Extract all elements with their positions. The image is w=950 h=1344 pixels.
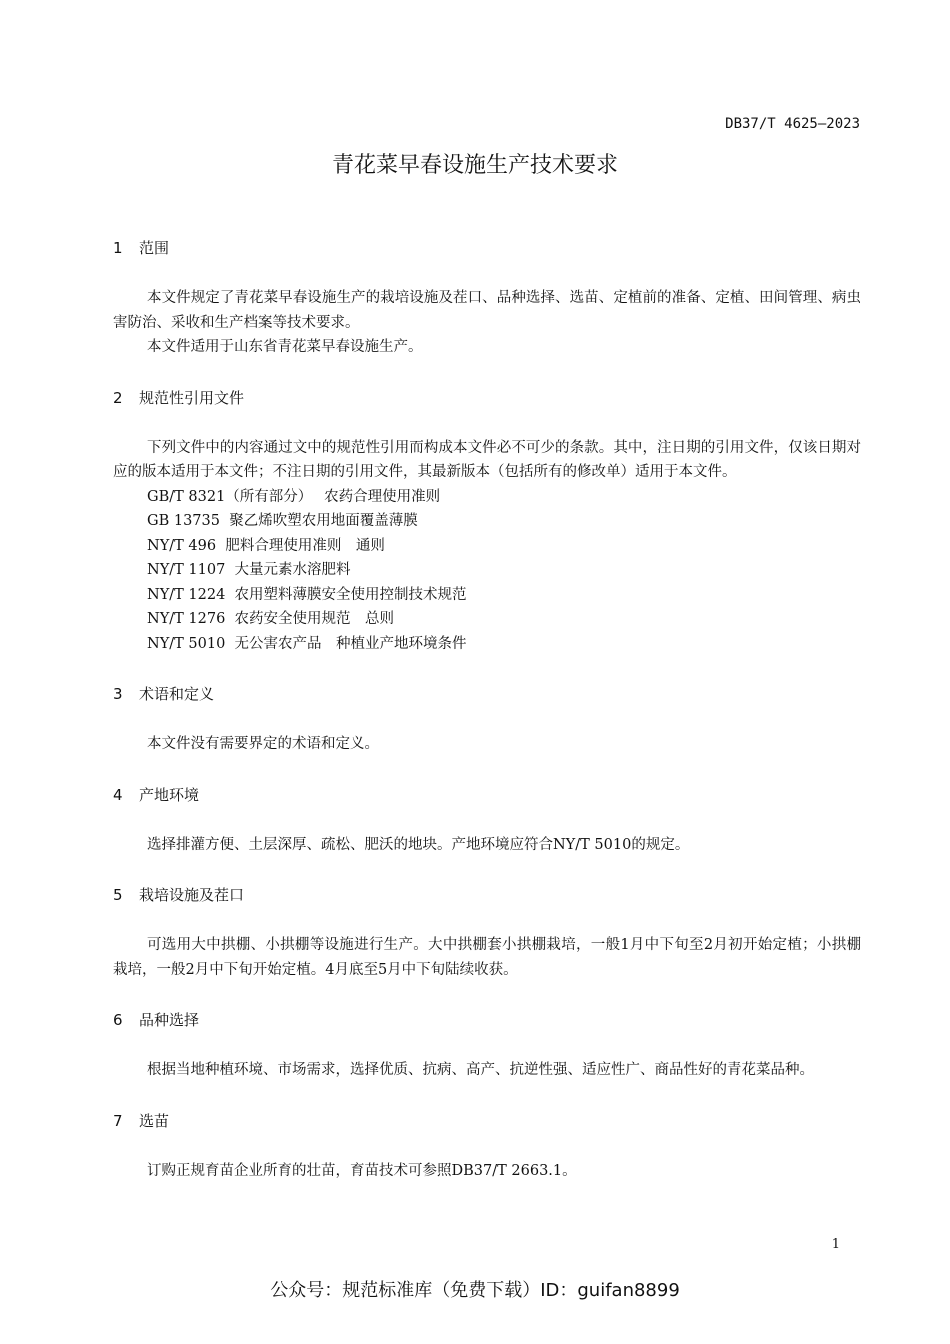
section-title: 选苗: [139, 1111, 170, 1130]
section-heading: [113, 1008, 861, 1032]
reference-code: NY/T 5010: [147, 635, 226, 652]
section-seedling: [113, 1109, 861, 1184]
reference-code: GB/T 8321（所有部分）: [147, 488, 306, 505]
section-heading: [113, 386, 861, 410]
reference-code: NY/T 1224: [147, 586, 226, 603]
reference-code: NY/T 1276: [147, 611, 226, 627]
section-terms: [113, 682, 861, 783]
standard-code: DB37/T 4625—2023: [725, 116, 860, 132]
reference-title: 肥料合理使用准则 通则: [225, 537, 385, 554]
section-heading: [113, 236, 861, 260]
section-variety: [113, 1008, 861, 1109]
section-title: 规范性引用文件: [139, 388, 245, 407]
paragraph: 本文件规定了青花菜早春设施生产的栽培设施及茬口、品种选择、选苗、定植前的准备、定植、田间管理、病虫害防治、采收和生产档案等技术要求。: [113, 290, 861, 331]
document-body: [113, 236, 861, 1183]
section-number: 6: [113, 1011, 123, 1029]
reference-title: 无公害农产品 种植业产地环境条件: [234, 635, 467, 652]
reference-title: 大量元素水溶肥料: [234, 562, 351, 578]
section-heading: [113, 682, 861, 706]
section-title: 术语和定义: [139, 685, 215, 703]
reference-list: [113, 485, 861, 657]
reference-title: 农药安全使用规范 总则: [234, 611, 395, 627]
section-title: 品种选择: [139, 1011, 200, 1029]
paragraph: 订购正规育苗企业所育的壮苗，育苗技术可参照DB37/T 2663.1。: [147, 1162, 577, 1179]
section-number: 3: [113, 685, 123, 703]
section-number: 1: [113, 239, 123, 257]
section-normative-references: [113, 386, 861, 683]
section-scope: [113, 236, 861, 386]
reference-title: 聚乙烯吹塑农用地面覆盖薄膜: [229, 513, 418, 529]
section-number: 5: [113, 886, 123, 904]
reference-title: 农用塑料薄膜安全使用控制技术规范: [234, 586, 467, 603]
reference-item: [113, 485, 861, 510]
paragraph: 下列文件中的内容通过文中的规范性引用而构成本文件必不可少的条款。其中，注日期的引用文件，仅该日期对应的版本适用于本文件；不注日期的引用文件，其最新版本（包括所有的修改单）适用于本文件。: [113, 439, 861, 480]
reference-item: [113, 632, 861, 657]
reference-item: [113, 607, 861, 632]
paragraph: 可选用大中拱棚、小拱棚等设施进行生产。大中拱棚套小拱棚栽培，一般1月中下旬至2月初开始定植；小拱棚栽培，一般2月中下旬开始定植。4月底至5月中下旬陆续收获。: [113, 937, 861, 978]
page-number: 1: [831, 1237, 840, 1252]
paragraph: 根据当地种植环境、市场需求，选择优质、抗病、高产、抗逆性强、适应性广、商品性好的青花菜品种。: [147, 1062, 814, 1078]
section-facilities: [113, 883, 861, 1008]
reference-title: 农药合理使用准则: [324, 488, 441, 505]
reference-code: NY/T 496: [147, 537, 217, 554]
section-number: 4: [113, 785, 123, 804]
reference-item: [113, 558, 861, 583]
reference-item: [113, 534, 861, 559]
section-title: 栽培设施及茬口: [139, 886, 245, 904]
paragraph: 本文件没有需要界定的术语和定义。: [147, 736, 379, 752]
section-heading: [113, 783, 861, 807]
section-title: 产地环境: [139, 785, 200, 804]
section-heading: [113, 883, 861, 907]
section-environment: [113, 783, 861, 884]
section-number: 7: [113, 1111, 123, 1130]
paragraph: 本文件适用于山东省青花菜早春设施生产。: [147, 339, 423, 355]
section-title: 范围: [139, 239, 170, 257]
reference-item: [113, 583, 861, 608]
reference-item: [113, 509, 861, 534]
paragraph: 选择排灌方便、土层深厚、疏松、肥沃的地块。产地环境应符合NY/T 5010的规定。: [147, 836, 690, 853]
section-number: 2: [113, 388, 123, 407]
section-heading: [113, 1109, 861, 1133]
footer-watermark: 公众号：规范标准库（免费下载）ID：guifan8899: [270, 1280, 680, 1301]
reference-code: GB 13735: [147, 513, 220, 529]
reference-code: NY/T 1107: [147, 562, 226, 578]
document-title: 青花菜早春设施生产技术要求: [331, 153, 618, 178]
